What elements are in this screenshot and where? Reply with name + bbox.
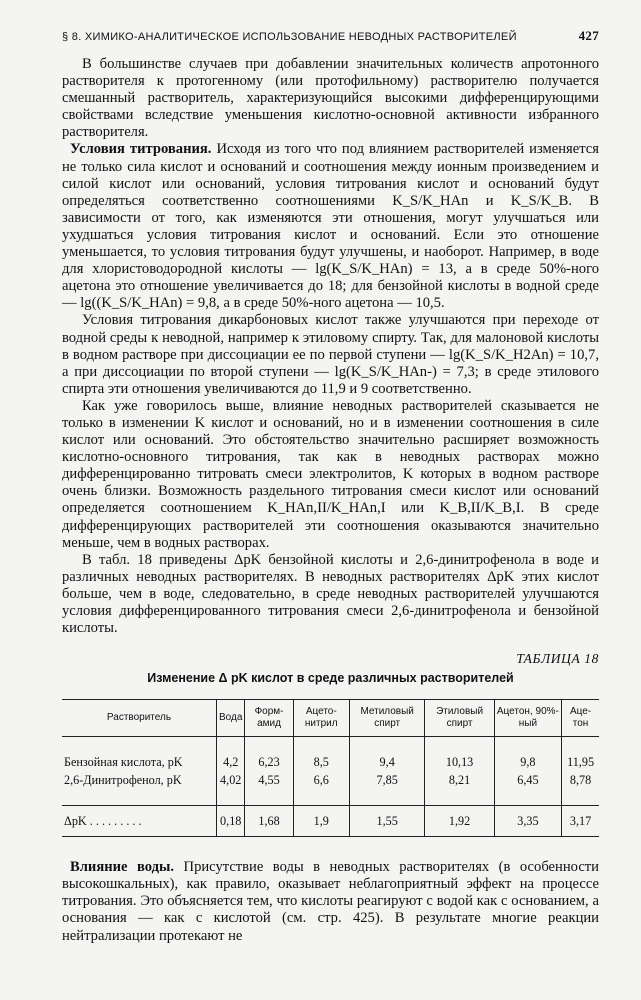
paragraph-1: В большинстве случаев при добавлении значительных количеств апротонного растворителя к протогенному (или протофильному) растворителю получается смешанный растворитель, характеризующийся высокими дифференцирующими свойствами вследствие уменьшения кислотно-основной активности избранного растворителя.	[62, 56, 599, 141]
cell: 7,85	[349, 771, 425, 789]
paragraph-4: Как уже говорилось выше, влияние неводных растворителей сказывается не только в изменении K кислот и оснований, но и в изменении соотношения в силе кислот или оснований. Это обстоятельство значительно расширяет возможность кислотно-основного титрования, так как в неводных растворах можно дифференцированно титровать смеси электролитов, K которых в водном растворе очень близки. Возможность раздельного титрования смеси кислот или оснований определяется соотношением K_HAn,II/K_HAn,I или K_B,II/K_B,I. В среде дифференцирующих растворителей эти соотношения оказываются значительно меньше, чем в водных растворах.	[62, 397, 599, 551]
cell: ΔpK . . . . . . . . .	[62, 806, 217, 837]
cell: 11,95	[562, 753, 599, 771]
cell: 6,23	[245, 753, 293, 771]
heading-water-influence: Влияние воды.	[70, 859, 175, 876]
cell: 1,68	[245, 806, 293, 837]
col-header: Метиловый спирт	[349, 700, 425, 737]
table-row	[62, 771, 599, 789]
paragraph-2-text: Исходя из того что под влиянием растворителей изменяется не только сила кислот и оснований и соотношения между ионным произведением и силой кислот или оснований, условия титрования кислот и оснований будут определяться соответственно соотношениями K_S/K_HAn и K_S/K_B. В зависимости от того, как изменяются эти отношения, могут улучшаться или ухудшаться условия титрования кислот и оснований. Если это отношение уменьшается, то условия титрования будут улучшены, и наоборот. Например, в воде для хлористоводородной кислоты — lg(K_S/K_HAn) = 13, а в среде 50%-ного ацетона это отношение увеличивается до 18; для бензойной кислоты в водной среде — lg((K_S/K_HAn) = 9,8, а в среде 50%-ного ацетона — 10,5.	[62, 141, 599, 312]
cell: 8,21	[425, 771, 494, 789]
col-header: Этиловый спирт	[425, 700, 494, 737]
cell: 8,78	[562, 771, 599, 789]
page-number: 427	[578, 28, 599, 43]
cell: 3,35	[494, 806, 561, 837]
cell: Бензойная кислота, pK	[64, 755, 183, 770]
col-header: Форм-амид	[245, 700, 293, 737]
cell: 8,5	[293, 753, 349, 771]
cell: 4,2	[217, 753, 245, 771]
cell: 10,13	[425, 753, 494, 771]
table-row	[62, 753, 599, 771]
section-title: § 8. ХИМИКО-АНАЛИТИЧЕСКОЕ ИСПОЛЬЗОВАНИЕ НЕВОДНЫХ РАСТВОРИТЕЛЕЙ	[62, 31, 517, 43]
paragraph-3: Условия титрования дикарбоновых кислот также улучшаются при переходе от водной среды к неводной, например к этиловому спирту. Так, для малоновой кислоты в водном растворе при диссоциации ее по первой ступени — lg(K_S/K_H2An) = 10,7, а при диссоциации по второй ступени — lg(K_S/K_HAn-) = 7,3; в среде этилового спирта эти отношения увеличиваются до 11,9 и 9 соответственно.	[62, 312, 599, 397]
cell: 2,6-Динитрофенол, pK	[64, 773, 182, 788]
cell: 1,9	[293, 806, 349, 837]
heading-titration-conditions: Условия титрования.	[70, 141, 212, 158]
table-caption: ТАБЛИЦА 18	[516, 651, 599, 667]
col-header: Вода	[217, 700, 245, 737]
col-header: Аце-тон	[562, 700, 599, 737]
cell: 3,17	[562, 806, 599, 837]
table-row-delta	[62, 806, 599, 837]
cell: 6,45	[494, 771, 561, 789]
cell: 9,8	[494, 753, 561, 771]
table-title: Изменение Δ pK кислот в среде различных растворителей	[147, 671, 514, 686]
cell: 4,02	[217, 771, 245, 789]
paragraph-6-text: Присутствие воды в неводных растворителях (в особенности высокошкальных), как правило, оказывает неблагоприятный эффект на процессе титрования. Это объясняется тем, что кислоты реагируют с водой как с основанием, а основания — как с кислотой (см. стр. 425). В результате многие реакции нейтрализации протекают не	[62, 859, 599, 944]
cell: 1,92	[425, 806, 494, 837]
table-header-row	[62, 700, 599, 737]
col-header: Ацето-нитрил	[293, 700, 349, 737]
data-table	[62, 699, 599, 837]
paragraph-6	[62, 859, 599, 944]
cell: 4,55	[245, 771, 293, 789]
cell: 6,6	[293, 771, 349, 789]
col-header: Ацетон, 90%-ный	[494, 700, 561, 737]
cell: 1,55	[349, 806, 425, 837]
cell: 0,18	[217, 806, 245, 837]
paragraph-5: В табл. 18 приведены ΔpK бензойной кислоты и 2,6-динитрофенола в воде и различных неводных растворителях. В неводных растворителях ΔpK этих кислот больше, чем в воде, следовательно, в среде неводных растворителей улучшаются условия дифференцированного титрования смеси 2,6-динитрофенола и бензойной кислоты.	[62, 551, 599, 637]
col-header: Растворитель	[62, 700, 217, 737]
running-header	[62, 28, 599, 44]
paragraph-2	[62, 141, 599, 312]
cell: 9,4	[349, 753, 425, 771]
